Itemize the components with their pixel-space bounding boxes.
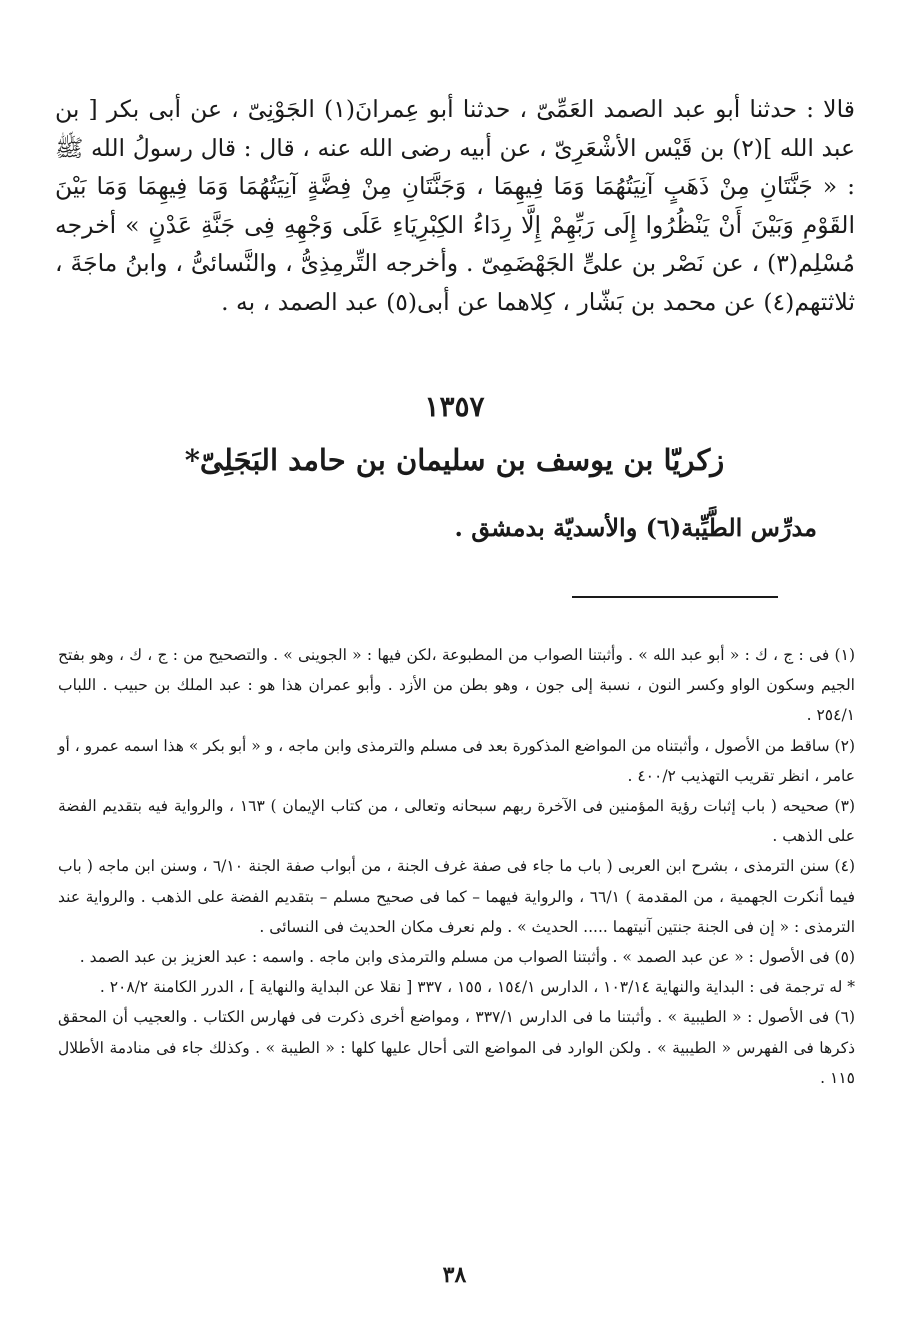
footnote: (١) فى : ج ، ك : « أبو عبد الله » . وأثبتنا الصواب من المطبوعة ،لكن فيها : « الجوينى » . والتصحيح من : ج ، ك ، وهو بفتح الجيم وسكون الواو وكسر النون ، نسبة إلى جون ، وهو بطن من الأزد . وأبو عمران هذا هو : عبد الملك بن حبيب . اللباب ٢٥٤/١ .	[58, 646, 855, 725]
entry-description: مدرِّس الطَّيِّبة(٦) والأسديّة بدمشق .	[454, 513, 817, 542]
footnote: (٤) سنن الترمذى ، بشرح ابن العربى ( باب ما جاء فى صفة غرف الجنة ، من أبواب صفة الجنة ٦/١٠ ، وسنن ابن ماجه ( باب فيما أنكرت الجهمية ، من المقدمة ) ٦٦/١ ، والرواية فيهما – كما فى صحيح مسلم – بتقديم الفضة على الذهب . والرواية عند الترمذى : « إن فى الجنة جنتين آنيتهما ..... الحديث » . ولم نعرف مكان الحديث فى النسائى .	[58, 857, 855, 936]
footnote: * له ترجمة فى : البداية والنهاية ١٠٣/١٤ ، الدارس ١٥٤/١ ، ١٥٥ ، ٣٣٧ [ نقلا عن البداية والنهاية ] ، الدرر الكامنة ٢٠٨/٢ .	[99, 978, 855, 997]
footnotes-block	[58, 640, 855, 1093]
footnote-divider	[572, 596, 778, 598]
entry-heading: زكريّا بن يوسف بن سليمان بن حامد البَجَلِىّ*	[184, 443, 725, 477]
footnote: (٣) صحيحه ( باب إثبات رؤية المؤمنين فى الآخرة ربهم سبحانه وتعالى ، من كتاب الإيمان ) ١٦٣ ، والرواية فيه بتقديم الفضة على الذهب .	[58, 797, 855, 846]
footnote: (٥) فى الأصول : « عن عبد الصمد » . وأثبتنا الصواب من مسلم والترمذى وابن ماجه . واسمه : عبد العزيز بن عبد الصمد .	[79, 948, 855, 967]
footnote: (٢) ساقط من الأصول ، وأثبتناه من المواضع المذكورة بعد فى مسلم والترمذى وابن ماجه ، و « أبو بكر » هذا اسمه عمرو ، أو عامر ، انظر تقريب التهذيب ٤٠٠/٢ .	[58, 736, 855, 785]
main-paragraph: قالا : حدثنا أبو عبد الصمد العَمِّىّ ، حدثنا أبو عِمرانَ(١) الجَوْنِىّ ، عن أبى بكر [ بن عبد الله ](٢) بن قَيْس الأشْعَرِىّ ، عن أبيه رضى الله عنه ، قال : قال رسولُ الله ﷺ : « جَنَّتَانِ مِنْ ذَهَبٍ آنِيَتُهُمَا وَمَا فِيهِمَا ، وَجَنَّتَانِ مِنْ فِضَّةٍ آنِيَتُهُمَا وَمَا فِيهِمَا وَمَا بَيْنَ القَوْمِ وَبَيْنَ أَنْ يَنْظُرُوا إِلَى رَبِّهِمْ إِلَّا رِدَاءُ الكِبْرِيَاءِ عَلَى وَجْهِهِ فِى جَنَّةِ عَدْنٍ » أخرجه مُسْلِم(٣) ، عن نَصْر بن علىٍّ الجَهْضَمِىّ . وأخرجه التِّرمِذِىُّ ، والنَّسائىُّ ، وابنُ ماجَةَ ، ثلاثتهم(٤) عن محمد بن بَشّار ، كِلاهما عن أبى(٥) عبد الصمد ، به .	[55, 95, 856, 316]
main-text-block	[55, 90, 855, 321]
footnote: (٦) فى الأصول : « الطيبية » . وأثبتنا ما فى الدارس ٣٣٧/١ ، ومواضع أخرى ذكرت فى فهارس الكتاب . والعجيب أن المحقق ذكرها فى الفهرس « الطيبية » . ولكن الوارد فى المواضع التى أحال عليها كلها : « الطيبة » . وكذلك جاء فى منادمة الأطلال ١١٥ .	[58, 1008, 855, 1087]
page-number: ٣٨	[442, 1262, 467, 1288]
entry-number: ١٣٥٧	[424, 390, 485, 423]
